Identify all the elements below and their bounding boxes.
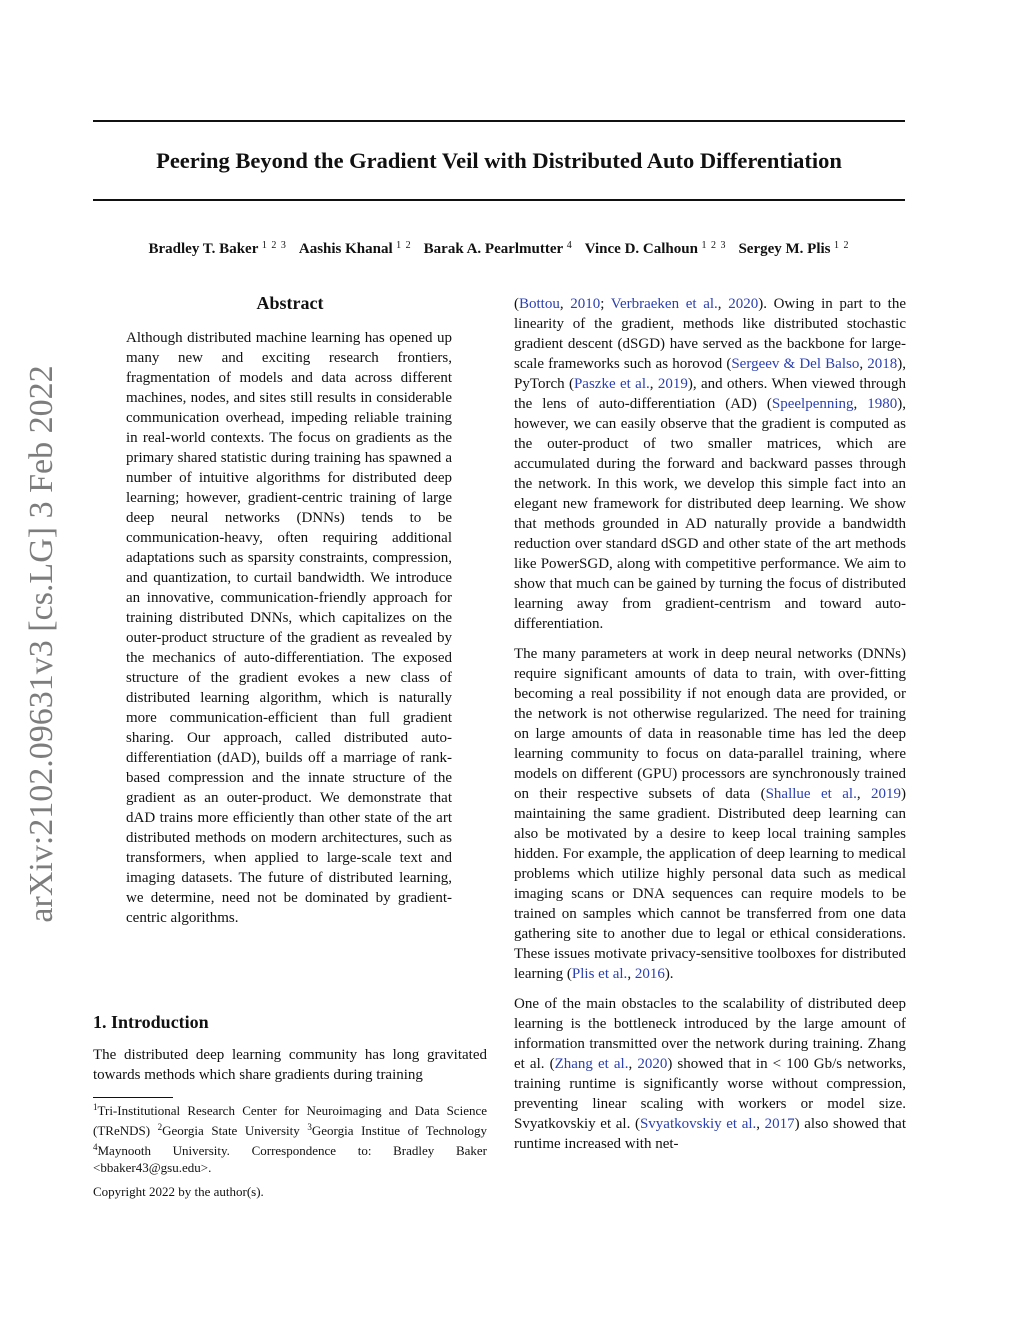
author-affiliation: 1 2 xyxy=(392,240,412,251)
citation-link[interactable]: Sergeev & Del Balso xyxy=(731,356,860,372)
footnote-text: Georgia Institue of Technology xyxy=(311,1123,487,1138)
author-4 xyxy=(585,241,727,257)
introduction-heading: 1. Introduction xyxy=(93,1012,209,1032)
citation-link[interactable]: 2020 xyxy=(637,1056,668,1072)
footnote-text: Maynooth University. Correspondence to: Bradley Baker <bbaker43@gsu.edu>. xyxy=(93,1143,487,1175)
citation-link[interactable]: 2017 xyxy=(764,1116,795,1132)
text-run: ( xyxy=(514,296,519,312)
text-run: ), however, we can easily observe that the gradient is computed as the outer-product of two smaller matrices, which are accumulated during the forward and backward passes through the network. In this work, we develop this simple fact into an elegant new framework for distributed deep learning. We show that methods grounded in AD naturally provide a bandwidth reduction over standard dSGD and other state of the art methods like PowerSGD, along with competitive performance. We aim to show that much can be gained by turning the focus of distributed learning away from gradient-centrism and toward auto-differentiation. xyxy=(514,396,907,632)
body-paragraph-2 xyxy=(514,644,906,984)
text-run: ) showed that in < 100 Gb/s networks, training runtime is significantly worse without compression, preventing linear scaling with workers or model size. Svyatkovskiy et al. ( xyxy=(514,1056,906,1132)
text-run: ) maintaining the same gradient. Distributed deep learning can also be motivated by a desire to keep local training samples hidden. For example, the application of deep learning to medical problems which utilize highly personal data such as medical imaging scans or DNA sequences can require models to be trained on samples which cannot be transferred from one data gathering site to another due to legal or ethical considerations. These issues motivate privacy-sensitive toolboxes for distributed learning ( xyxy=(514,786,906,982)
text-run: The many parameters at work in deep neural networks (DNNs) require significant amounts of data to train, with over-fitting becoming a real possibility if not enough data are provided, or the network is not otherwise regularized. The need for training on large amounts of data in reasonable time has led the deep learning community to focus on data-parallel training, where models on different (GPU) processors are synchronously trained on their respective subsets of data ( xyxy=(514,646,906,802)
text-run: , xyxy=(559,296,571,312)
citation-link[interactable]: 2019 xyxy=(871,786,901,802)
citation-link[interactable]: Zhang et al. xyxy=(554,1056,629,1072)
text-run: , xyxy=(717,296,729,312)
footnote-text: Tri-Institutional Research Center for Neuroimaging and Data Science (TReNDS) xyxy=(93,1103,487,1138)
citation-link[interactable]: 2018 xyxy=(867,356,898,372)
author-5 xyxy=(738,241,849,257)
text-run: ). xyxy=(664,966,674,982)
footnote-text: Georgia State University xyxy=(162,1123,308,1138)
citation-link[interactable]: 2020 xyxy=(728,296,759,312)
author-affiliation: 1 2 xyxy=(830,240,850,251)
text-run: , xyxy=(628,1056,638,1072)
text-run: , xyxy=(649,376,658,392)
author-affiliation: 1 2 3 xyxy=(258,240,287,251)
affiliation-footnote xyxy=(93,1099,487,1176)
text-run: , xyxy=(756,1116,765,1132)
citation-link[interactable]: Paszke et al. xyxy=(573,376,650,392)
author-name: Vince D. Calhoun xyxy=(584,241,698,257)
text-run: ; xyxy=(600,296,611,312)
author-name: Sergey M. Plis xyxy=(738,241,831,257)
author-2 xyxy=(299,241,412,257)
author-affiliation: 1 2 3 xyxy=(697,240,727,251)
body-paragraph-1 xyxy=(514,294,906,634)
author-name: Aashis Khanal xyxy=(298,241,393,257)
citation-link[interactable]: Verbraeken et al. xyxy=(610,296,718,312)
right-column xyxy=(514,294,906,1164)
author-1 xyxy=(148,241,286,257)
citation-link[interactable]: 2019 xyxy=(657,376,688,392)
text-run: ). Owing in part to the linearity of the gradient, methods like distributed stochastic gradient descent (dSGD) have served as the backbone for large-scale frameworks such as horovod ( xyxy=(514,296,907,372)
author-name: Barak A. Pearlmutter xyxy=(423,241,564,257)
title-rule-top xyxy=(93,120,905,122)
author-affiliation: 4 xyxy=(563,240,573,251)
arxiv-identifier: arXiv:2102.09631v3 [cs.LG] 3 Feb 2022 xyxy=(23,365,60,923)
citation-link[interactable]: Shallue et al. xyxy=(765,786,857,802)
abstract-text: Although distributed machine learning has opened up many new and exciting research frontiers, fragmentation of models and data across different machines, nodes, and sites still results in considerable communication overhead, impeding reliable training in real-world contexts. The focus on gradients as the primary shared statistic during training has spawned a number of intuitive algorithms for distributed deep learning; however, gradient-centric training of large deep neural networks (DNNs) tends to be communication-heavy, often requiring additional adaptations such as sparsity constraints, compression, and quantization, to curtail bandwidth. We introduce an innovative, communication-friendly approach for training distributed DNNs, which capitalizes on the outer-product structure of the gradient as revealed by the mechanics of auto-differentiation. The exposed structure of the gradient evokes a new class of distributed learning algorithm, which is naturally more communication-efficient than full gradient sharing. Our approach, called distributed auto-differentiation (dAD), builds off a marriage of rank-based compression and the innate structure of the gradient as an outer-product. We demonstrate that dAD trains more efficiently than other state of the art distributed methods on modern architectures, such as transformers, when applied to large-scale text and imaging datasets. The future of distributed learning, we determine, need not be dominated by gradient-centric algorithms. xyxy=(126,330,452,926)
footnote-marker: 4 xyxy=(93,1142,98,1152)
text-run: ), and others. When viewed through the lens of auto-differentiation (AD) ( xyxy=(514,376,906,412)
citation-link[interactable]: 2010 xyxy=(570,296,601,312)
footnote-marker: 2 xyxy=(157,1122,163,1132)
citation-link[interactable]: 1980 xyxy=(867,396,898,412)
paper-title: Peering Beyond the Gradient Veil with Distributed Auto Differentiation xyxy=(156,148,842,173)
citation-link[interactable]: Svyatkovskiy et al. xyxy=(639,1116,757,1132)
text-run: ) also showed that runtime increased with net- xyxy=(514,1116,907,1152)
text-run: , xyxy=(859,356,868,372)
text-run: , xyxy=(853,396,868,412)
abstract-heading: Abstract xyxy=(256,293,324,313)
citation-link[interactable]: 2016 xyxy=(634,966,665,982)
title-rule-bottom xyxy=(93,199,905,201)
introduction-paragraph: The distributed deep learning community has long gravitated towards methods which share gradients during training xyxy=(93,1047,487,1083)
copyright-notice: Copyright 2022 by the author(s). xyxy=(93,1184,264,1199)
author-name: Bradley T. Baker xyxy=(148,241,259,257)
text-run: , xyxy=(856,786,871,802)
citation-link[interactable]: Bottou xyxy=(519,296,560,312)
footnote-rule xyxy=(93,1097,173,1098)
text-run: ), PyTorch ( xyxy=(514,356,906,392)
citation-link[interactable]: Plis et al. xyxy=(571,966,628,982)
author-list xyxy=(93,236,905,259)
text-run: One of the main obstacles to the scalability of distributed deep learning is the bottleneck introduced by the large amount of information transmitted over the network during training. Zhang et al. ( xyxy=(514,996,906,1072)
text-run: , xyxy=(627,966,635,982)
footnote-marker: 1 xyxy=(93,1102,98,1112)
author-3 xyxy=(424,241,573,257)
footnote-marker: 3 xyxy=(307,1122,312,1132)
body-paragraph-3 xyxy=(514,994,906,1154)
citation-link[interactable]: Speelpenning xyxy=(771,396,854,412)
